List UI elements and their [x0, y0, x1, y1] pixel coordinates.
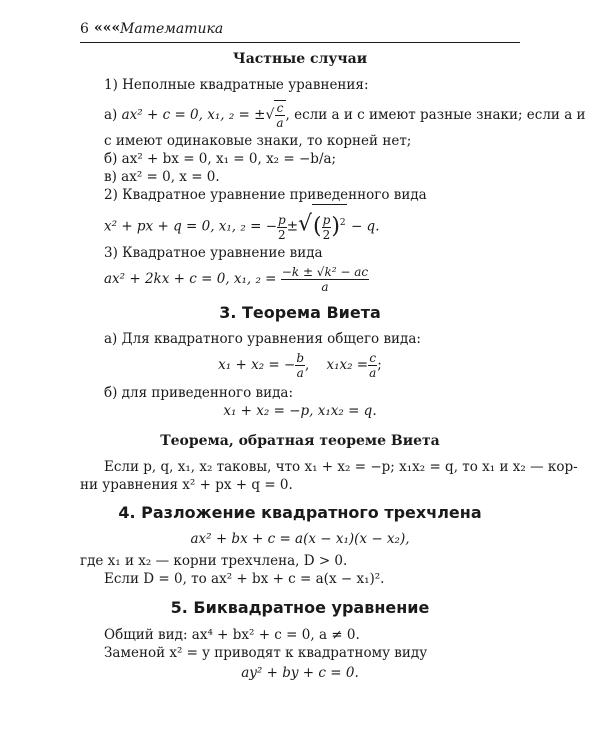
sqrt-sign-icon: √	[265, 107, 275, 123]
vieta-general-formula: x₁ + x₂ = − $\frac{b}{a}$ , x₁x₂ = $\frac{c}{a}$ ;	[218, 351, 382, 380]
reduced-form-label: 2) Квадратное уравнение приведенного вида	[104, 187, 427, 203]
vieta-product: x₁x₂ =	[326, 357, 369, 373]
vieta-prod-num: c	[369, 351, 377, 365]
page-number: 6	[80, 21, 89, 37]
case-a-frac-num: c	[276, 101, 284, 115]
reduced-frac-den: 2	[278, 227, 286, 242]
converse-line-2: ни уравнения x² + px + q = 0.	[80, 477, 293, 493]
case-b-line: б) ax² + bx = 0, x₁ = 0, x₂ = −b/a;	[104, 151, 337, 167]
factorization-zero-case: Если D = 0, то ax² + bx + c = a(x − x₁)².	[104, 571, 385, 587]
book-title: Математика	[120, 21, 224, 37]
biquadratic-title: 5. Биквадратное уравнение	[170, 598, 430, 617]
factorization-formula: ax² + bx + c = a(x − x₁)(x − x₂),	[190, 531, 410, 547]
special-cases-heading: Частные случаи	[232, 51, 368, 67]
case-a-condition: , если a и c имеют разные знаки; если a и	[285, 107, 586, 123]
biquadratic-general: Общий вид: ax⁴ + bx² + c = 0, a ≠ 0.	[104, 627, 360, 643]
k-form-label: 3) Квадратное уравнение вида	[104, 245, 323, 261]
case-a-radicand	[274, 100, 285, 130]
chevron-marker-icon: «««	[94, 20, 121, 36]
case-a-line	[104, 100, 586, 130]
k-form-formula	[104, 262, 369, 296]
vieta-general-label: а) Для квадратного уравнения общего вида:	[104, 331, 421, 347]
case-a-continuation: c имеют одинаковые знаки, то корней нет;	[104, 133, 412, 149]
factorization-where: где x₁ и x₂ — корни трехчлена, D > 0.	[80, 553, 348, 569]
converse-heading: Теорема, обратная теореме Виета	[160, 433, 440, 449]
case-a-root: x₁, ₂ = ±	[207, 107, 266, 123]
vieta-sum-den: a	[296, 366, 304, 380]
vieta-sum-num: b	[296, 351, 304, 365]
reduced-form-eq: x² + px + q = 0, x₁, ₂ = −	[104, 218, 278, 235]
reduced-tail: − q.	[350, 218, 380, 235]
reduced-frac-num: p	[278, 212, 286, 227]
vieta-reduced-formula: x₁ + x₂ = −p, x₁x₂ = q.	[223, 403, 377, 419]
page-header	[80, 20, 520, 43]
case-a-equation: ax² + c = 0,	[121, 107, 203, 123]
k-form-eq: ax² + 2kx + c = 0, x₁, ₂ =	[104, 271, 277, 287]
k-form-numerator: −k ± √k² − ac	[281, 265, 369, 279]
vieta-prod-den: a	[369, 366, 377, 380]
reduced-pm: ±	[286, 218, 299, 235]
vieta-title: 3. Теорема Виета	[219, 303, 381, 322]
reduced-radicand: ( $\frac{p}{2}$ )$^2$	[312, 204, 347, 245]
reduced-inner-num: p	[322, 212, 331, 227]
biquadratic-substitution: Заменой x² = y приводят к квадратному виду	[104, 645, 428, 661]
reduced-inner-den: 2	[322, 227, 331, 242]
factorization-title: 4. Разложение квадратного трехчлена	[118, 503, 482, 522]
biquadratic-result: ay² + by + c = 0.	[241, 665, 359, 681]
sqrt-sign-icon: √	[298, 211, 313, 237]
vieta-reduced-label: б) для приведенного вида:	[104, 385, 294, 401]
case-a-prefix: а)	[104, 107, 118, 123]
case-v-line: в) ax² = 0, x = 0.	[104, 169, 220, 185]
converse-line-1: Если p, q, x₁, x₂ таковы, что x₁ + x₂ = −p; x₁x₂ = q, то x₁ и x₂ — кор-	[104, 459, 578, 475]
vieta-sum: x₁ + x₂ = −	[218, 357, 296, 373]
case-a-frac-den: a	[276, 116, 284, 130]
k-form-denominator: a	[321, 280, 329, 294]
incomplete-equations-label: 1) Неполные квадратные уравнения:	[104, 77, 369, 93]
reduced-form-formula	[104, 204, 380, 245]
